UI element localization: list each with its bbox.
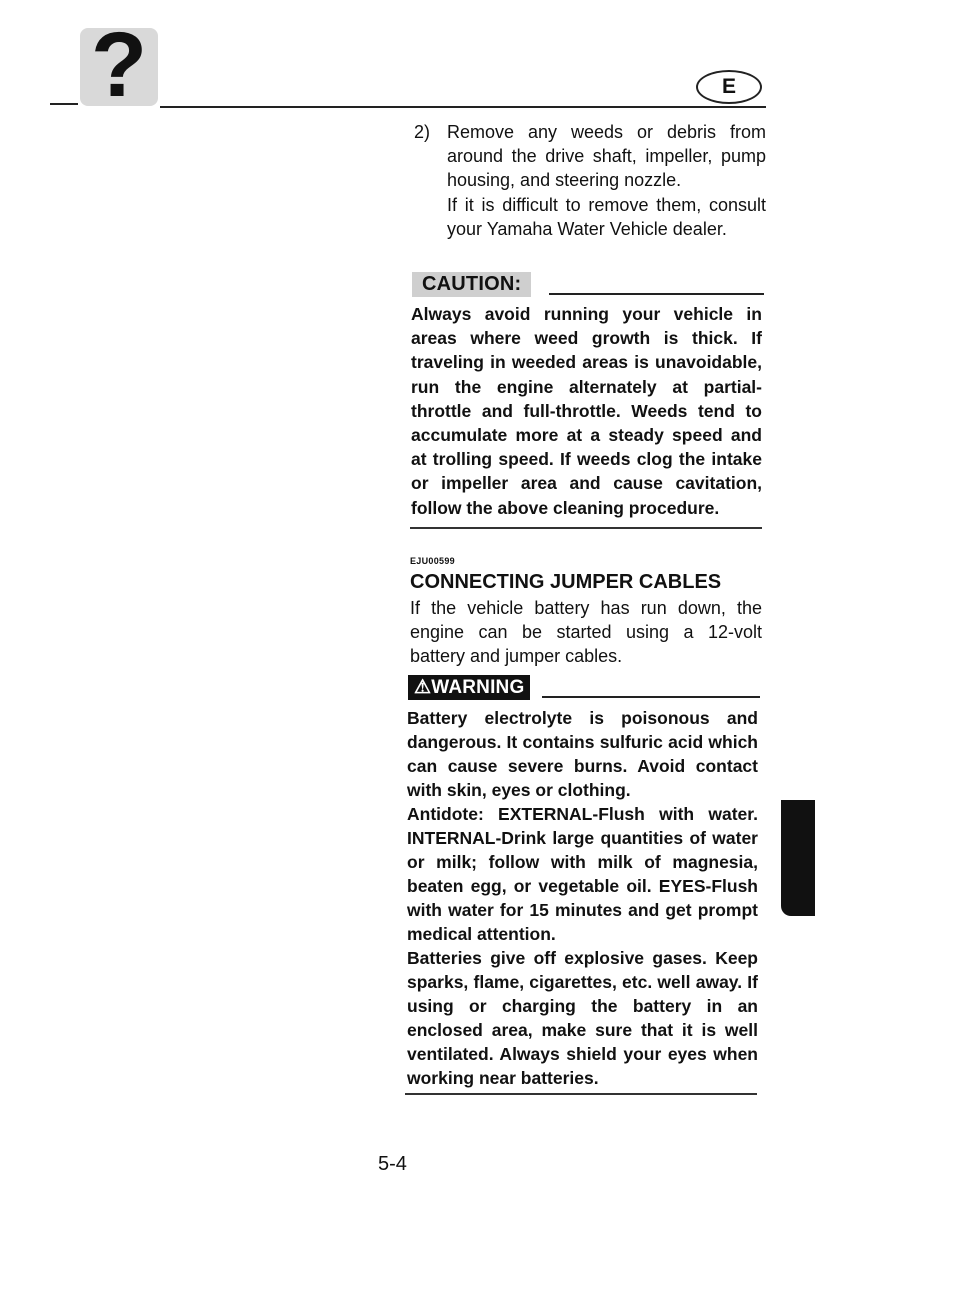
step-number: 2): [414, 122, 431, 142]
warning-paragraph: Battery electrolyte is poisonous and dangerous. It contains sulfuric acid which can cause severe burns. Avoid contact with skin, eyes or clothing.: [407, 708, 758, 800]
step-item: [414, 120, 766, 241]
caution-end-rule: [410, 527, 762, 529]
warning-end-rule: [405, 1093, 757, 1095]
language-badge: E: [696, 70, 762, 104]
chapter-tab-marker: [781, 800, 815, 916]
header-rule-left: [50, 103, 78, 105]
warning-header: [408, 675, 760, 700]
section-code: EJU00599: [410, 556, 455, 566]
step-followup: If it is difficult to remove them, consult your Yamaha Water Vehicle dealer.: [447, 194, 766, 239]
warning-text: [407, 706, 758, 1090]
step-text: Remove any weeds or debris from around the drive shaft, impeller, pump housing, and steering nozzle.: [447, 122, 766, 191]
caution-text: Always avoid running your vehicle in areas where weed growth is thick. If traveling in weeded areas is unavoidable, run the engine alternately at partial-throttle and full-throttle. Weeds tend to accumulate more at a steady speed and at trolling speed. If weeds clog the intake or impeller area and cause cavitation, follow the above cleaning procedure.: [411, 304, 762, 518]
warning-paragraph: Batteries give off explosive gases. Keep sparks, flame, cigarettes, etc. well away. If using or charging the battery in an enclosed area, make sure that it is well ventilated. Always shield your eyes when working near batteries.: [407, 948, 758, 1088]
section-title: CONNECTING JUMPER CABLES: [410, 571, 722, 593]
warning-triangle-icon: ⚠: [414, 677, 432, 698]
section-intro: If the vehicle battery has run down, the engine can be started using a 12-volt battery and jumper cables.: [410, 598, 762, 666]
page-number: 5-4: [378, 1153, 407, 1175]
question-mark-icon: ?: [80, 28, 158, 106]
warning-rule: [542, 696, 760, 698]
warning-label: ⚠WARNING: [408, 675, 530, 700]
caution-header: [412, 272, 764, 297]
caution-label: CAUTION:: [412, 272, 531, 297]
warning-paragraph: Antidote: EXTERNAL-Flush with water. INTERNAL-Drink large quantities of water or milk; follow with milk of magnesia, beaten egg, or vegetable oil. EYES-Flush with water for 15 minutes and get prompt medical attention.: [407, 804, 758, 944]
caution-rule: [549, 293, 764, 295]
header-rule: [160, 106, 766, 108]
